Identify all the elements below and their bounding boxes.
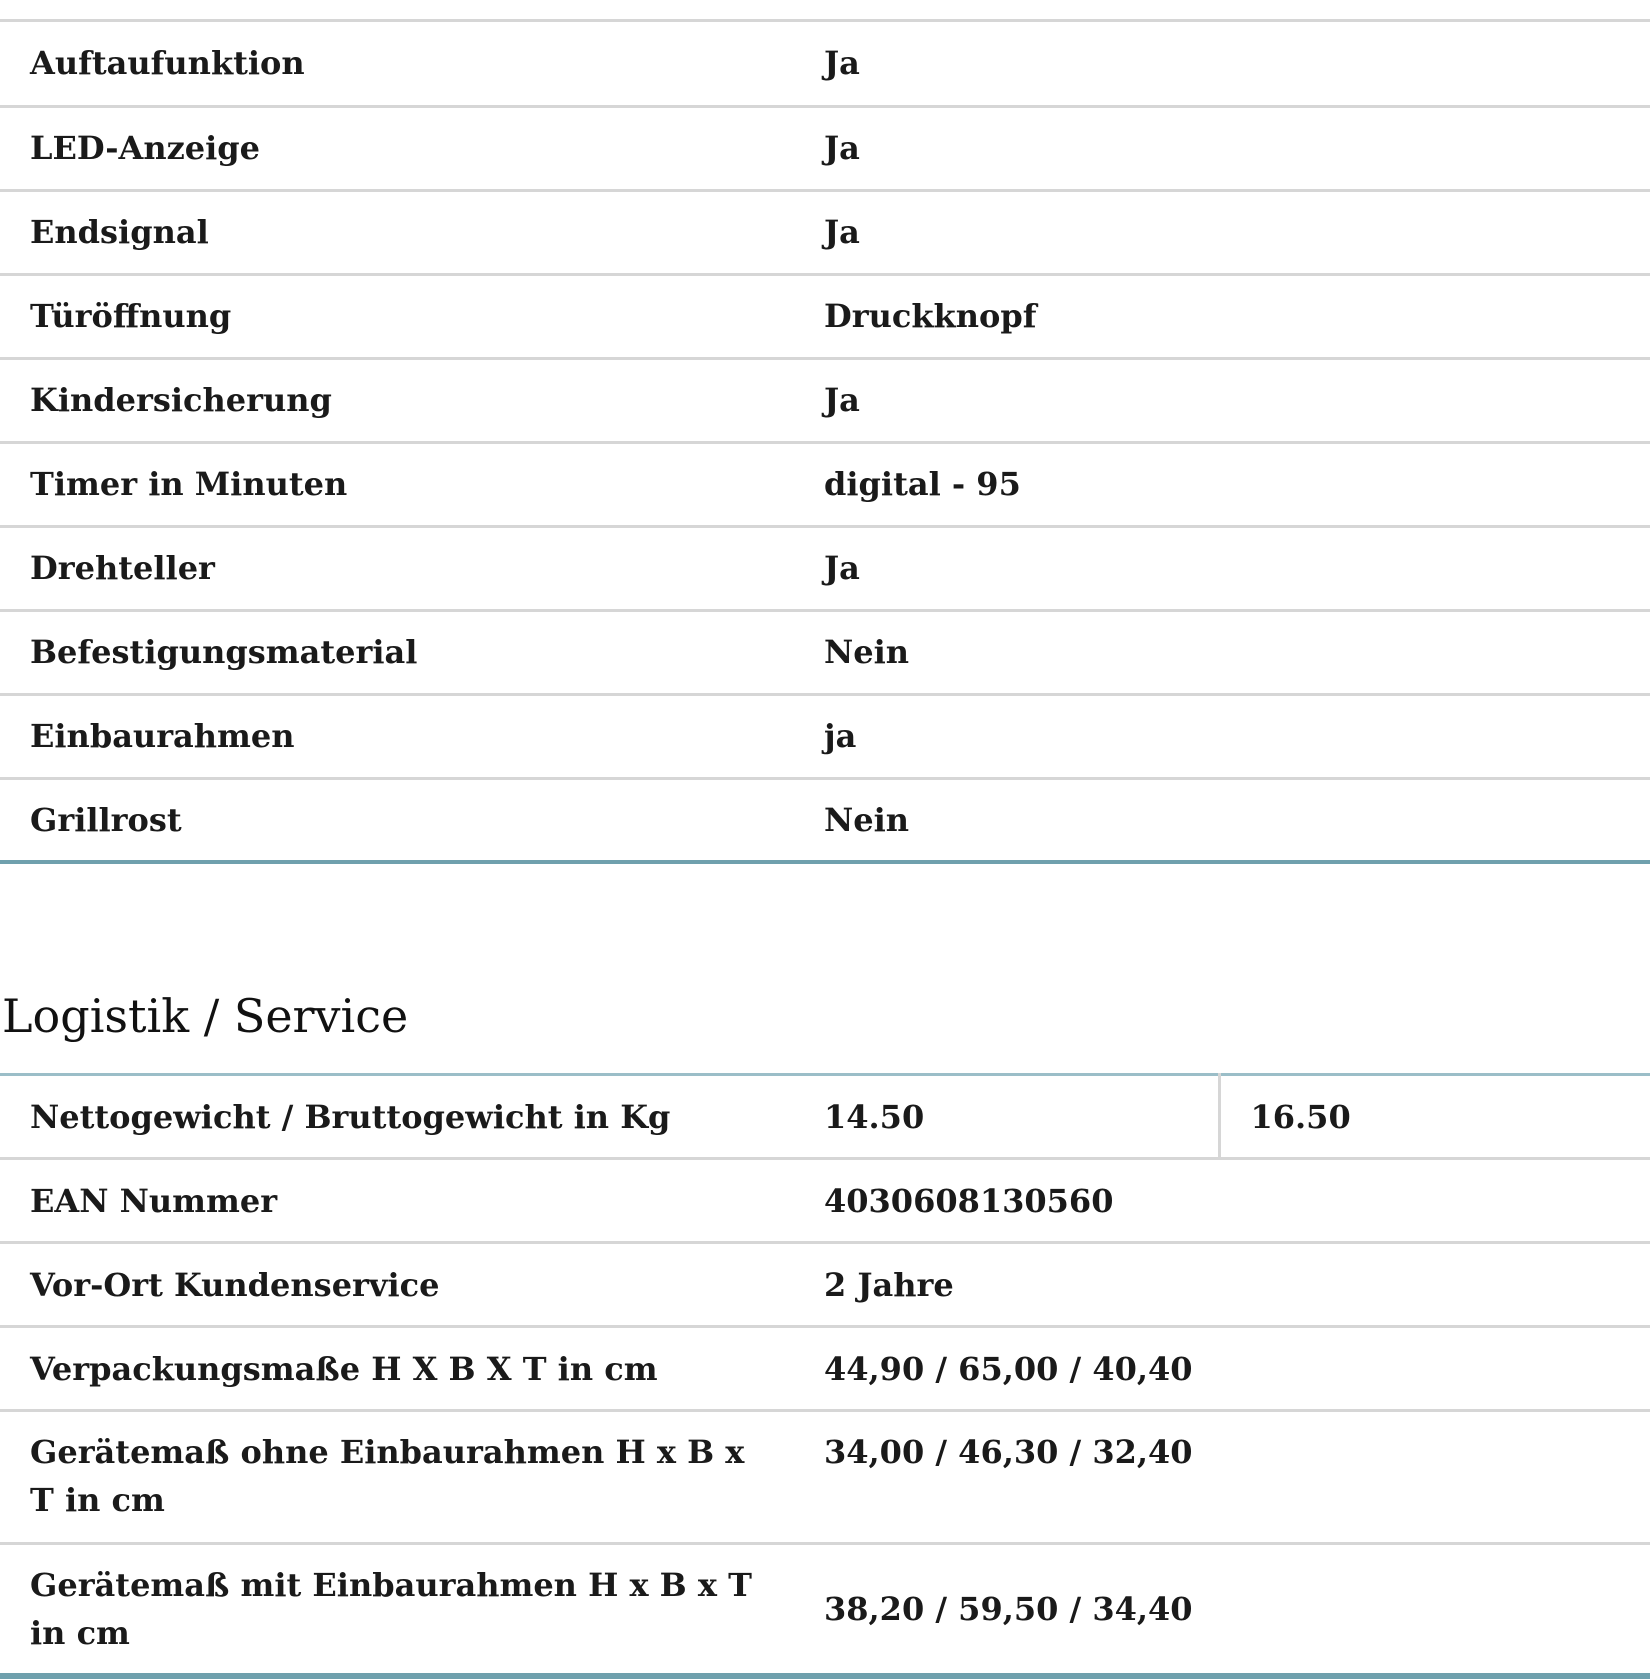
spec-label: Türöffnung	[0, 274, 794, 358]
spec-value: Ja	[794, 358, 1650, 442]
spec-value: Ja	[794, 526, 1650, 610]
spec-value: ja	[794, 694, 1650, 778]
table-row	[0, 190, 1650, 274]
table-row	[0, 442, 1650, 526]
gross-weight-value: 16.50	[1219, 1075, 1650, 1159]
table-row	[0, 694, 1650, 778]
section-title-logistics: Logistik / Service	[2, 989, 409, 1043]
table-row	[0, 274, 1650, 358]
features-spec-table	[0, 22, 1650, 864]
spec-value: 4030608130560	[794, 1159, 1650, 1243]
spec-label: Einbaurahmen	[0, 694, 794, 778]
spec-value: 38,20 / 59,50 / 34,40	[794, 1544, 1650, 1677]
net-weight-value: 14.50	[794, 1075, 1219, 1159]
table-row	[0, 1411, 1650, 1544]
logistics-spec-table	[0, 1073, 1650, 1679]
spec-label: Kindersicherung	[0, 358, 794, 442]
spec-value: Ja	[794, 190, 1650, 274]
spec-label: Endsignal	[0, 190, 794, 274]
spec-value: 44,90 / 65,00 / 40,40	[794, 1327, 1650, 1411]
top-table-edge	[0, 0, 1650, 22]
table-row	[0, 1159, 1650, 1243]
spec-label: Auftaufunktion	[0, 22, 794, 106]
spec-value: Druckknopf	[794, 274, 1650, 358]
table-row	[0, 1243, 1650, 1327]
spec-value: Nein	[794, 778, 1650, 862]
spec-value: 34,00 / 46,30 / 32,40	[794, 1411, 1650, 1544]
spec-label: Timer in Minuten	[0, 442, 794, 526]
table-row	[0, 1327, 1650, 1411]
spec-label: Grillrost	[0, 778, 794, 862]
spec-value: 2 Jahre	[794, 1243, 1650, 1327]
table-row	[0, 1544, 1650, 1677]
spec-label: Nettogewicht / Bruttogewicht in Kg	[0, 1075, 794, 1159]
spec-label: EAN Nummer	[0, 1159, 794, 1243]
table-row	[0, 526, 1650, 610]
spec-label: Vor-Ort Kundenservice	[0, 1243, 794, 1327]
spec-value: digital - 95	[794, 442, 1650, 526]
table-row	[0, 778, 1650, 862]
table-row	[0, 1075, 1650, 1159]
spec-label: Gerätemaß ohne Einbaurahmen H x B x T in cm	[0, 1411, 794, 1544]
table-row	[0, 22, 1650, 106]
table-row	[0, 610, 1650, 694]
spec-value: Ja	[794, 22, 1650, 106]
table-row	[0, 106, 1650, 190]
spec-label: Drehteller	[0, 526, 794, 610]
spec-label: Gerätemaß mit Einbaurahmen H x B x T in cm	[0, 1544, 794, 1677]
spec-label: LED-Anzeige	[0, 106, 794, 190]
spec-value: Nein	[794, 610, 1650, 694]
spec-value: Ja	[794, 106, 1650, 190]
spec-label: Befestigungsmaterial	[0, 610, 794, 694]
spec-label: Verpackungsmaße H X B X T in cm	[0, 1327, 794, 1411]
table-row	[0, 358, 1650, 442]
